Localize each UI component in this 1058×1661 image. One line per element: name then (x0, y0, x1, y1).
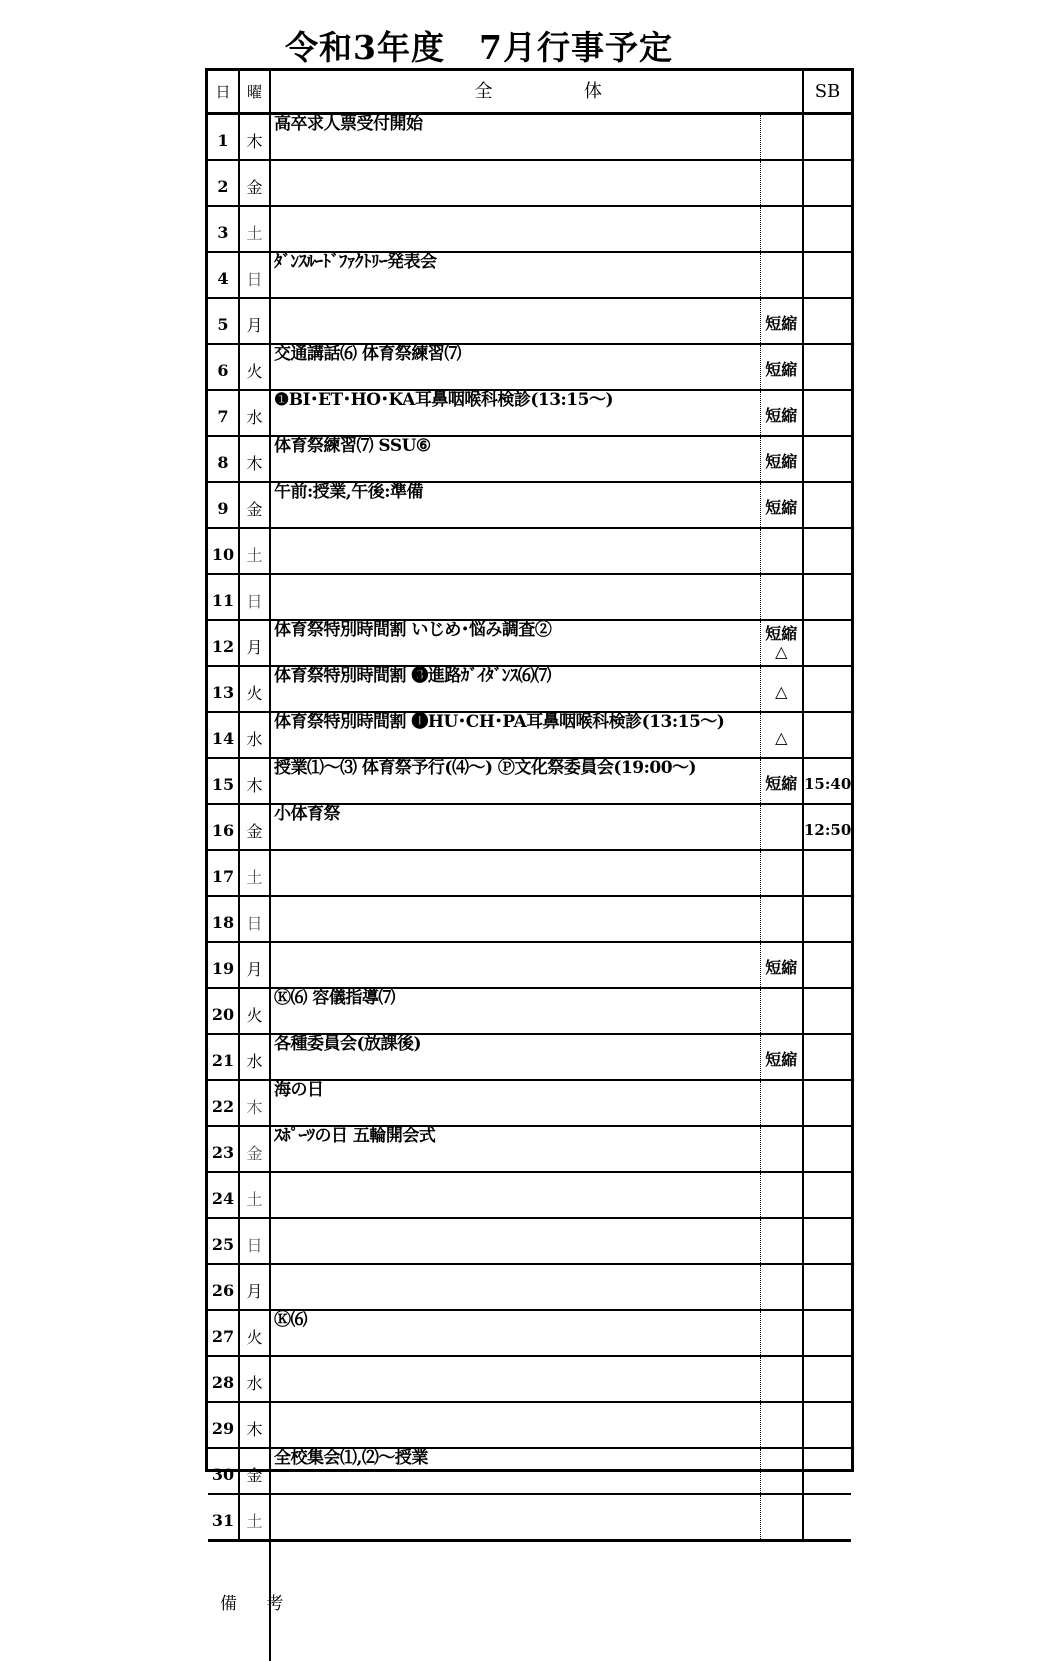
day-number: 19 (208, 942, 239, 988)
short-day-flag (760, 988, 803, 1034)
weekday: 月 (239, 298, 270, 344)
notes-label-cell (208, 1541, 270, 1661)
short-day-flag (760, 1172, 803, 1218)
weekday: 土 (239, 528, 270, 574)
day-number: 8 (208, 436, 239, 482)
sb-time (803, 344, 851, 390)
event-text (270, 1172, 760, 1218)
event-text: 高卒求人票受付開始 (270, 114, 760, 161)
short-day-flag (760, 528, 803, 574)
event-text (270, 1218, 760, 1264)
weekday: 日 (239, 896, 270, 942)
weekday: 金 (239, 482, 270, 528)
weekday: 土 (239, 206, 270, 252)
sb-time (803, 850, 851, 896)
event-text (270, 1494, 760, 1541)
event-text: 体育祭特別時間割 ❶HU･CH･PA耳鼻咽喉科検診(13:15～) (270, 712, 760, 758)
short-day-flag: 短縮 (760, 390, 803, 436)
table-row (208, 482, 851, 528)
event-text: ｽﾎﾟｰﾂの日 五輪開会式 (270, 1126, 760, 1172)
table-row (208, 390, 851, 436)
weekday: 日 (239, 574, 270, 620)
short-day-flag (760, 160, 803, 206)
short-day-flag (760, 114, 803, 161)
day-number: 18 (208, 896, 239, 942)
table-row (208, 804, 851, 850)
table-row (208, 1126, 851, 1172)
event-text: 体育祭特別時間割 ❸進路ｶﾞｲﾀﾞﾝｽ⑹⑺ (270, 666, 760, 712)
event-text (270, 896, 760, 942)
table-row (208, 1402, 851, 1448)
header-sb: SB (803, 71, 851, 114)
day-number: 12 (208, 620, 239, 666)
weekday: 土 (239, 850, 270, 896)
short-day-flag: 短縮 (760, 1034, 803, 1080)
event-text: 海の日 (270, 1080, 760, 1126)
short-day-flag (760, 620, 803, 666)
sb-time (803, 574, 851, 620)
weekday: 日 (239, 1218, 270, 1264)
day-number: 31 (208, 1494, 239, 1541)
event-text (270, 528, 760, 574)
weekday: 日 (239, 252, 270, 298)
short-day-flag: 短縮 (760, 482, 803, 528)
day-number: 26 (208, 1264, 239, 1310)
weekday: 金 (239, 160, 270, 206)
day-number: 25 (208, 1218, 239, 1264)
event-text: 全校集会⑴,⑵～授業 (270, 1448, 760, 1494)
sb-time (803, 1218, 851, 1264)
header-zentai-1: 全 (475, 83, 493, 101)
day-number: 10 (208, 528, 239, 574)
sb-time (803, 988, 851, 1034)
short-day-flag: 短縮 (760, 344, 803, 390)
day-number: 15 (208, 758, 239, 804)
event-text (270, 1264, 760, 1310)
short-day-flag (760, 1402, 803, 1448)
sb-time (803, 114, 851, 161)
table-row (208, 1310, 851, 1356)
event-text: 小体育祭 (270, 804, 760, 850)
table-row (208, 1356, 851, 1402)
table-row (208, 988, 851, 1034)
event-text: 授業⑴～⑶ 体育祭予行(⑷～) Ⓟ文化祭委員会(19:00～) (270, 758, 760, 804)
day-number: 23 (208, 1126, 239, 1172)
weekday: 木 (239, 114, 270, 161)
event-text (270, 1402, 760, 1448)
sb-time (803, 528, 851, 574)
sb-time (803, 1356, 851, 1402)
weekday: 土 (239, 1494, 270, 1541)
day-number: 20 (208, 988, 239, 1034)
weekday: 金 (239, 1448, 270, 1494)
header-zentai (270, 71, 803, 114)
table-row (208, 298, 851, 344)
short-day-flag (760, 896, 803, 942)
sb-time (803, 390, 851, 436)
day-number: 27 (208, 1310, 239, 1356)
sb-time (803, 1310, 851, 1356)
table-row (208, 1218, 851, 1264)
event-text: ❶BI･ET･HO･KA耳鼻咽喉科検診(13:15～) (270, 390, 760, 436)
weekday: 火 (239, 666, 270, 712)
table-row (208, 942, 851, 988)
weekday: 月 (239, 620, 270, 666)
schedule-table (208, 71, 851, 1661)
short-day-flag (760, 1218, 803, 1264)
event-text: 各種委員会(放課後) (270, 1034, 760, 1080)
table-row (208, 1448, 851, 1494)
header-weekday: 曜 (239, 71, 270, 114)
table-row (208, 574, 851, 620)
sb-time (803, 298, 851, 344)
day-number: 17 (208, 850, 239, 896)
table-row (208, 1034, 851, 1080)
weekday: 木 (239, 758, 270, 804)
day-number: 30 (208, 1448, 239, 1494)
event-text: 体育祭練習⑺ SSU⑥ (270, 436, 760, 482)
short-day-flag (760, 1448, 803, 1494)
event-text: Ⓚ⑹ 容儀指導⑺ (270, 988, 760, 1034)
weekday: 火 (239, 344, 270, 390)
sb-time (803, 1034, 851, 1080)
sb-time (803, 160, 851, 206)
event-text (270, 1356, 760, 1402)
day-number: 24 (208, 1172, 239, 1218)
short-day-flag: 短縮 (760, 942, 803, 988)
event-text (270, 298, 760, 344)
notes-label: 備 考 (208, 1594, 295, 1614)
sb-time (803, 1126, 851, 1172)
event-text (270, 160, 760, 206)
sb-time (803, 620, 851, 666)
short-day-flag (760, 1126, 803, 1172)
header-date: 日 (208, 71, 239, 114)
event-text (270, 942, 760, 988)
weekday: 金 (239, 804, 270, 850)
day-number: 21 (208, 1034, 239, 1080)
notes-area (270, 1541, 851, 1661)
short-day-flag (760, 1080, 803, 1126)
day-number: 9 (208, 482, 239, 528)
table-row (208, 1264, 851, 1310)
page-title: 令和3年度 7月行事予定 (0, 22, 958, 69)
short-day-flag (760, 1310, 803, 1356)
short-day-flag (760, 206, 803, 252)
day-number: 22 (208, 1080, 239, 1126)
weekday: 水 (239, 1034, 270, 1080)
sb-time (803, 1264, 851, 1310)
table-row (208, 1172, 851, 1218)
sb-time (803, 1448, 851, 1494)
table-row (208, 114, 851, 161)
weekday: 木 (239, 1080, 270, 1126)
schedule-grid (205, 68, 854, 1472)
day-number: 4 (208, 252, 239, 298)
sb-time (803, 1080, 851, 1126)
table-row (208, 1080, 851, 1126)
weekday: 金 (239, 1126, 270, 1172)
sb-time (803, 1494, 851, 1541)
table-row (208, 758, 851, 804)
table-row (208, 436, 851, 482)
notes-row (208, 1541, 851, 1661)
day-number: 13 (208, 666, 239, 712)
short-day-flag: △ (760, 712, 803, 758)
weekday: 水 (239, 390, 270, 436)
weekday: 水 (239, 712, 270, 758)
event-text: ﾀﾞﾝｽﾙｰﾄﾞﾌｧｸﾄﾘｰ発表会 (270, 252, 760, 298)
header-zentai-2: 体 (584, 83, 602, 101)
table-row (208, 160, 851, 206)
short-day-flag: △ (760, 666, 803, 712)
short-day-flag: 短縮 (760, 436, 803, 482)
table-row (208, 896, 851, 942)
sb-time (803, 252, 851, 298)
table-row (208, 206, 851, 252)
table-row (208, 528, 851, 574)
table-row (208, 344, 851, 390)
day-number: 3 (208, 206, 239, 252)
short-day-flag (760, 850, 803, 896)
sb-time (803, 712, 851, 758)
day-number: 5 (208, 298, 239, 344)
day-number: 7 (208, 390, 239, 436)
table-row (208, 712, 851, 758)
day-number: 1 (208, 114, 239, 161)
event-text: 交通講話⑹ 体育祭練習⑺ (270, 344, 760, 390)
weekday: 土 (239, 1172, 270, 1218)
short-day-flag: 短縮 (760, 758, 803, 804)
flag-line-1: 短縮 (761, 625, 803, 643)
table-row (208, 620, 851, 666)
flag-line-2: △ (761, 643, 803, 661)
short-day-flag (760, 252, 803, 298)
sb-time (803, 1402, 851, 1448)
weekday: 木 (239, 436, 270, 482)
sb-time (803, 482, 851, 528)
day-number: 2 (208, 160, 239, 206)
day-number: 16 (208, 804, 239, 850)
sb-time (803, 206, 851, 252)
sb-time: 15:40 (803, 758, 851, 804)
short-day-flag (760, 574, 803, 620)
weekday: 水 (239, 1356, 270, 1402)
event-text (270, 574, 760, 620)
table-row (208, 252, 851, 298)
weekday: 火 (239, 1310, 270, 1356)
event-text: 体育祭特別時間割 いじめ･悩み調査② (270, 620, 760, 666)
weekday: 月 (239, 1264, 270, 1310)
event-text: Ⓚ⑹ (270, 1310, 760, 1356)
sb-time (803, 1172, 851, 1218)
day-number: 29 (208, 1402, 239, 1448)
table-row (208, 666, 851, 712)
table-row (208, 850, 851, 896)
event-text (270, 850, 760, 896)
short-day-flag (760, 1494, 803, 1541)
sb-time (803, 666, 851, 712)
sb-time: 12:50 (803, 804, 851, 850)
day-number: 6 (208, 344, 239, 390)
short-day-flag (760, 804, 803, 850)
event-text (270, 206, 760, 252)
table-header (208, 71, 851, 114)
weekday: 火 (239, 988, 270, 1034)
weekday: 木 (239, 1402, 270, 1448)
day-number: 14 (208, 712, 239, 758)
sb-time (803, 896, 851, 942)
short-day-flag (760, 1356, 803, 1402)
sb-time (803, 942, 851, 988)
day-number: 28 (208, 1356, 239, 1402)
short-day-flag (760, 1264, 803, 1310)
event-text: 午前:授業,午後:準備 (270, 482, 760, 528)
sb-time (803, 436, 851, 482)
day-number: 11 (208, 574, 239, 620)
short-day-flag: 短縮 (760, 298, 803, 344)
table-row (208, 1494, 851, 1541)
weekday: 月 (239, 942, 270, 988)
